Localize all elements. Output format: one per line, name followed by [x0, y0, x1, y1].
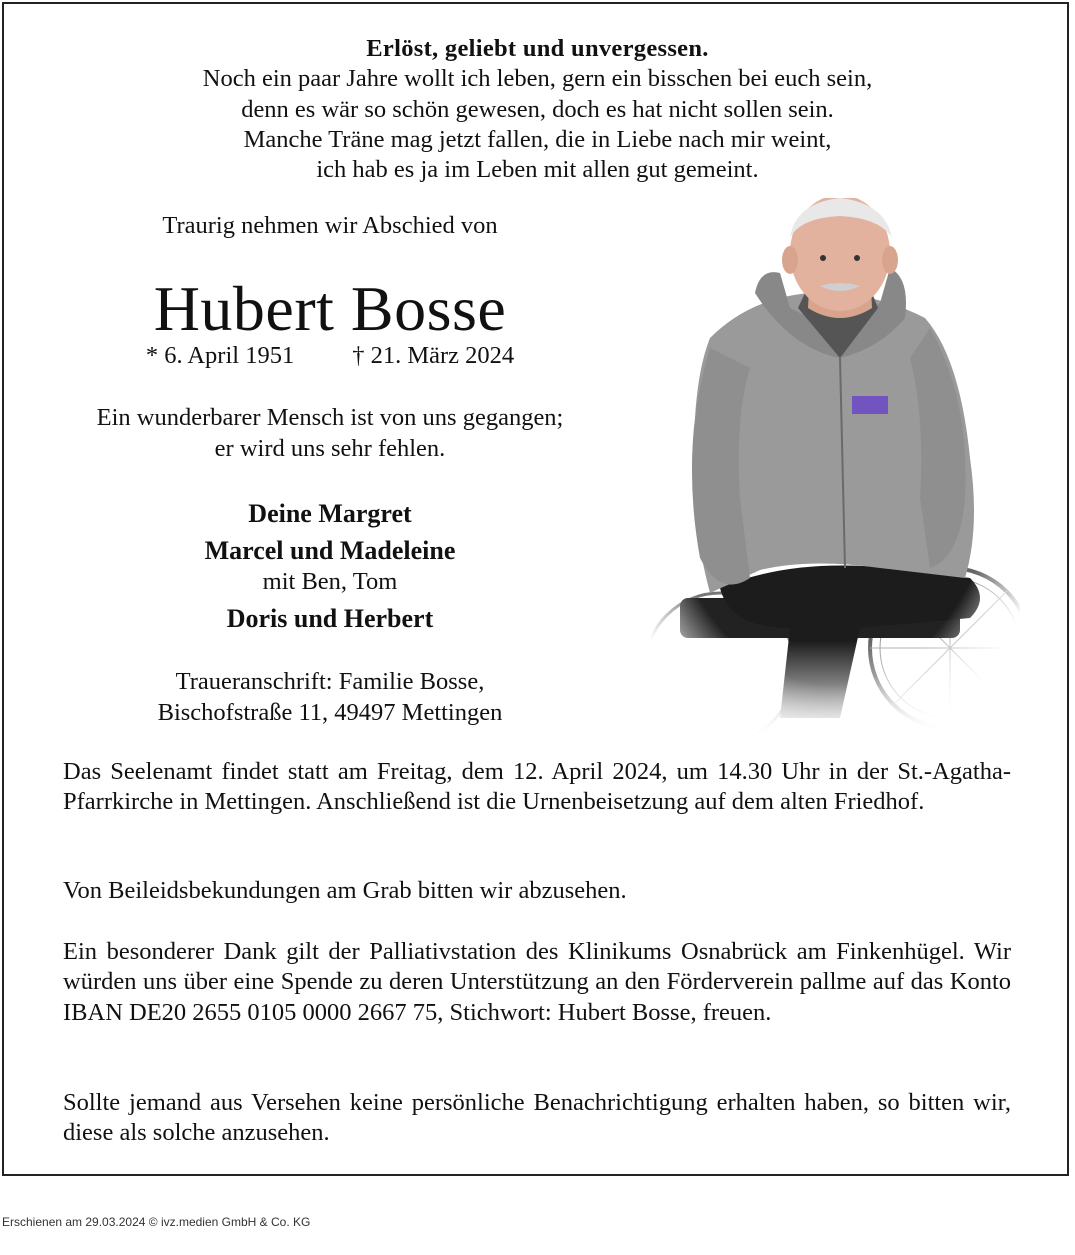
- poem-line: ich hab es ja im Leben mit allen gut gemeint.: [316, 156, 759, 184]
- birth-date: * 6. April 1951: [145, 342, 295, 369]
- poem-line: Manche Träne mag jetzt fallen, die in Liebe nach mir weint,: [243, 125, 832, 153]
- poem-line: denn es wär so schön gewesen, doch es hat nicht sollen sein.: [241, 95, 834, 123]
- service-info: Das Seelenamt findet statt am Freitag, dem 12. April 2024, um 14.30 Uhr in der St.-Agatha-Pfarrkirche in Mettingen. Anschließend ist die Urnenbeisetzung auf dem alten Friedhof.: [63, 758, 1011, 816]
- address-line: Traueranschrift: Familie Bosse,: [175, 668, 485, 695]
- family-children: mit Ben, Tom: [262, 568, 398, 595]
- condolence-note: Von Beileidsbekundungen am Grab bitten wir abzusehen.: [63, 877, 627, 904]
- life-dates: [30, 342, 630, 370]
- deceased-name: Hubert Bosse: [153, 273, 507, 344]
- portrait-photo: [640, 198, 1020, 738]
- death-date: † 21. März 2024: [352, 342, 515, 369]
- mourning-address: [30, 666, 630, 728]
- tribute-line: Ein wunderbarer Mensch ist von uns gegangen;: [96, 404, 564, 431]
- family-member: Marcel und Madeleine: [204, 536, 456, 565]
- address-line: Bischofstraße 11, 49497 Mettingen: [157, 699, 503, 726]
- donation-note: Ein besonderer Dank gilt der Palliativstation des Klinikums Osnabrück am Finkenhügel. Wir würden uns über eine Spende zu deren Unterstützung an den Förderverein pallme auf das Konto IBAN DE20 2655 0105 0000 2667 75, Stichwort: Hubert Bosse, freuen.: [63, 938, 1011, 1026]
- tribute: [30, 402, 630, 464]
- poem: [0, 34, 1075, 185]
- family-member: Doris und Herbert: [226, 604, 434, 633]
- tribute-line: er wird uns sehr fehlen.: [214, 435, 446, 462]
- family-member: Deine Margret: [248, 499, 412, 528]
- poem-heading: Erlöst, geliebt und unvergessen.: [366, 35, 709, 62]
- notification-note: Sollte jemand aus Versehen keine persönliche Benachrichtigung erhalten haben, so bitten wir, diese als solche anzusehen.: [63, 1089, 1011, 1147]
- publication-footer: Erschienen am 29.03.2024 © ivz.medien GmbH & Co. KG: [2, 1215, 311, 1229]
- intro-text: Traurig nehmen wir Abschied von: [162, 212, 498, 239]
- poem-line: Noch ein paar Jahre wollt ich leben, gern ein bisschen bei euch sein,: [202, 65, 873, 93]
